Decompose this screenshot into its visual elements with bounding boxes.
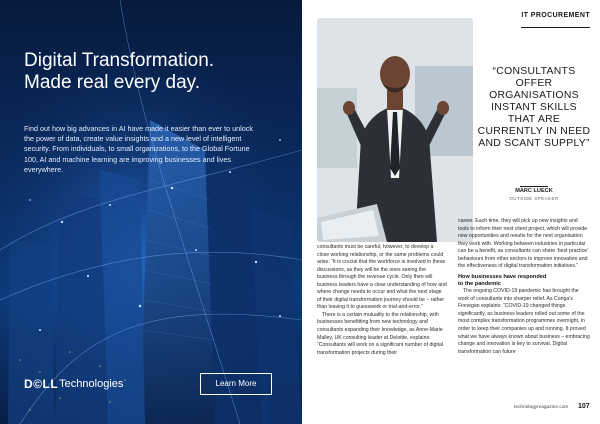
section-label	[521, 12, 590, 24]
ad-headline-line-2: Made real every day.	[24, 72, 201, 93]
quote-author-role: OUTSIDE SPEAKER	[509, 196, 559, 201]
dell-logo-wordmark: Technologies	[59, 378, 124, 390]
article-subheading-line-2: to the pandemic	[458, 281, 501, 288]
section-label-text: IT PROCUREMENT	[521, 12, 590, 19]
article-photo	[317, 18, 473, 242]
pull-quote: “CONSULTANTS OFFER ORGANISATIONS INSTANT SKILLS THAT ARE CURRENTLY IN NEED AND SCANT SUPPLY”	[477, 66, 591, 149]
ad-headline	[24, 50, 284, 94]
article-page	[302, 0, 600, 424]
section-label-underline	[521, 27, 590, 28]
ad-headline-line-1: Digital Transformation.	[24, 50, 215, 71]
consultant-presenting-illustration	[317, 18, 473, 242]
article-column-left	[317, 244, 447, 357]
dell-logo-mark: D©LL	[24, 377, 59, 391]
page-number: 107	[578, 403, 590, 410]
ad-body-text: Find out how big advances in AI have made it easier than ever to unlock the power of data, create value insights and a new level of intelligent security. From individuals, to small organizations, to the Global Fortune 100, AI and machine learning are improving businesses and lives everywhere.	[24, 124, 253, 174]
article-paragraph: career. Each time, they will pick up new insights and tools to inform their next client project, which will provide new opportunities and results for the next organisation they work with. Working between industries in particular can be a benefit, as consultants can share ‘best practice’ behaviours from other sectors to improve innovation and the effectiveness of digital transformation initiatives.”	[458, 218, 589, 270]
footer-website[interactable]: technologymagazine.com	[514, 405, 569, 410]
pull-quote-divider	[520, 186, 548, 187]
article-column-right	[458, 218, 590, 356]
article-paragraph: consultants must be careful, however, to develop a close working relationship, or the same problems could arise. “It is crucial that the workforce is involved in these discussions, as they will be the ones seeing the business through the revenue cycle. Only then will business leaders have a clear understanding of how and where change needs to occur and what the next stage of their digital transformation journey should be – rather than leaving it to guesswork or trial-and-error.”	[317, 244, 447, 311]
dell-technologies-logo	[24, 377, 123, 391]
quote-author-name: MARC LUECK	[515, 188, 553, 194]
learn-more-button[interactable]: Learn More	[200, 373, 272, 395]
article-paragraph: There is a certain mutuality to the relationship, with businesses benefitting from new technology and consultants expanding their knowledge, as Anne-Marie Malley, UK consulting leader at Deloitte, explains: “Consultants will work on a significant number of digital transformation projects during their	[317, 311, 443, 356]
article-subheading	[458, 274, 590, 288]
article-subheading-line-1: How businesses have responded	[458, 273, 547, 280]
article-paragraph: The ongoing COVID-19 pandemic has brought the work of consultants into sharper relief. As Conga’s Finnegan explains: “COVID-19 changed things significantly, as business leaders rolled out some of the most complex transformation programmes overnight, in order to keep their companies up and running. It proved what we have always known about business – embracing change and innovation is key to survival. Digital transformation can future	[458, 288, 590, 355]
